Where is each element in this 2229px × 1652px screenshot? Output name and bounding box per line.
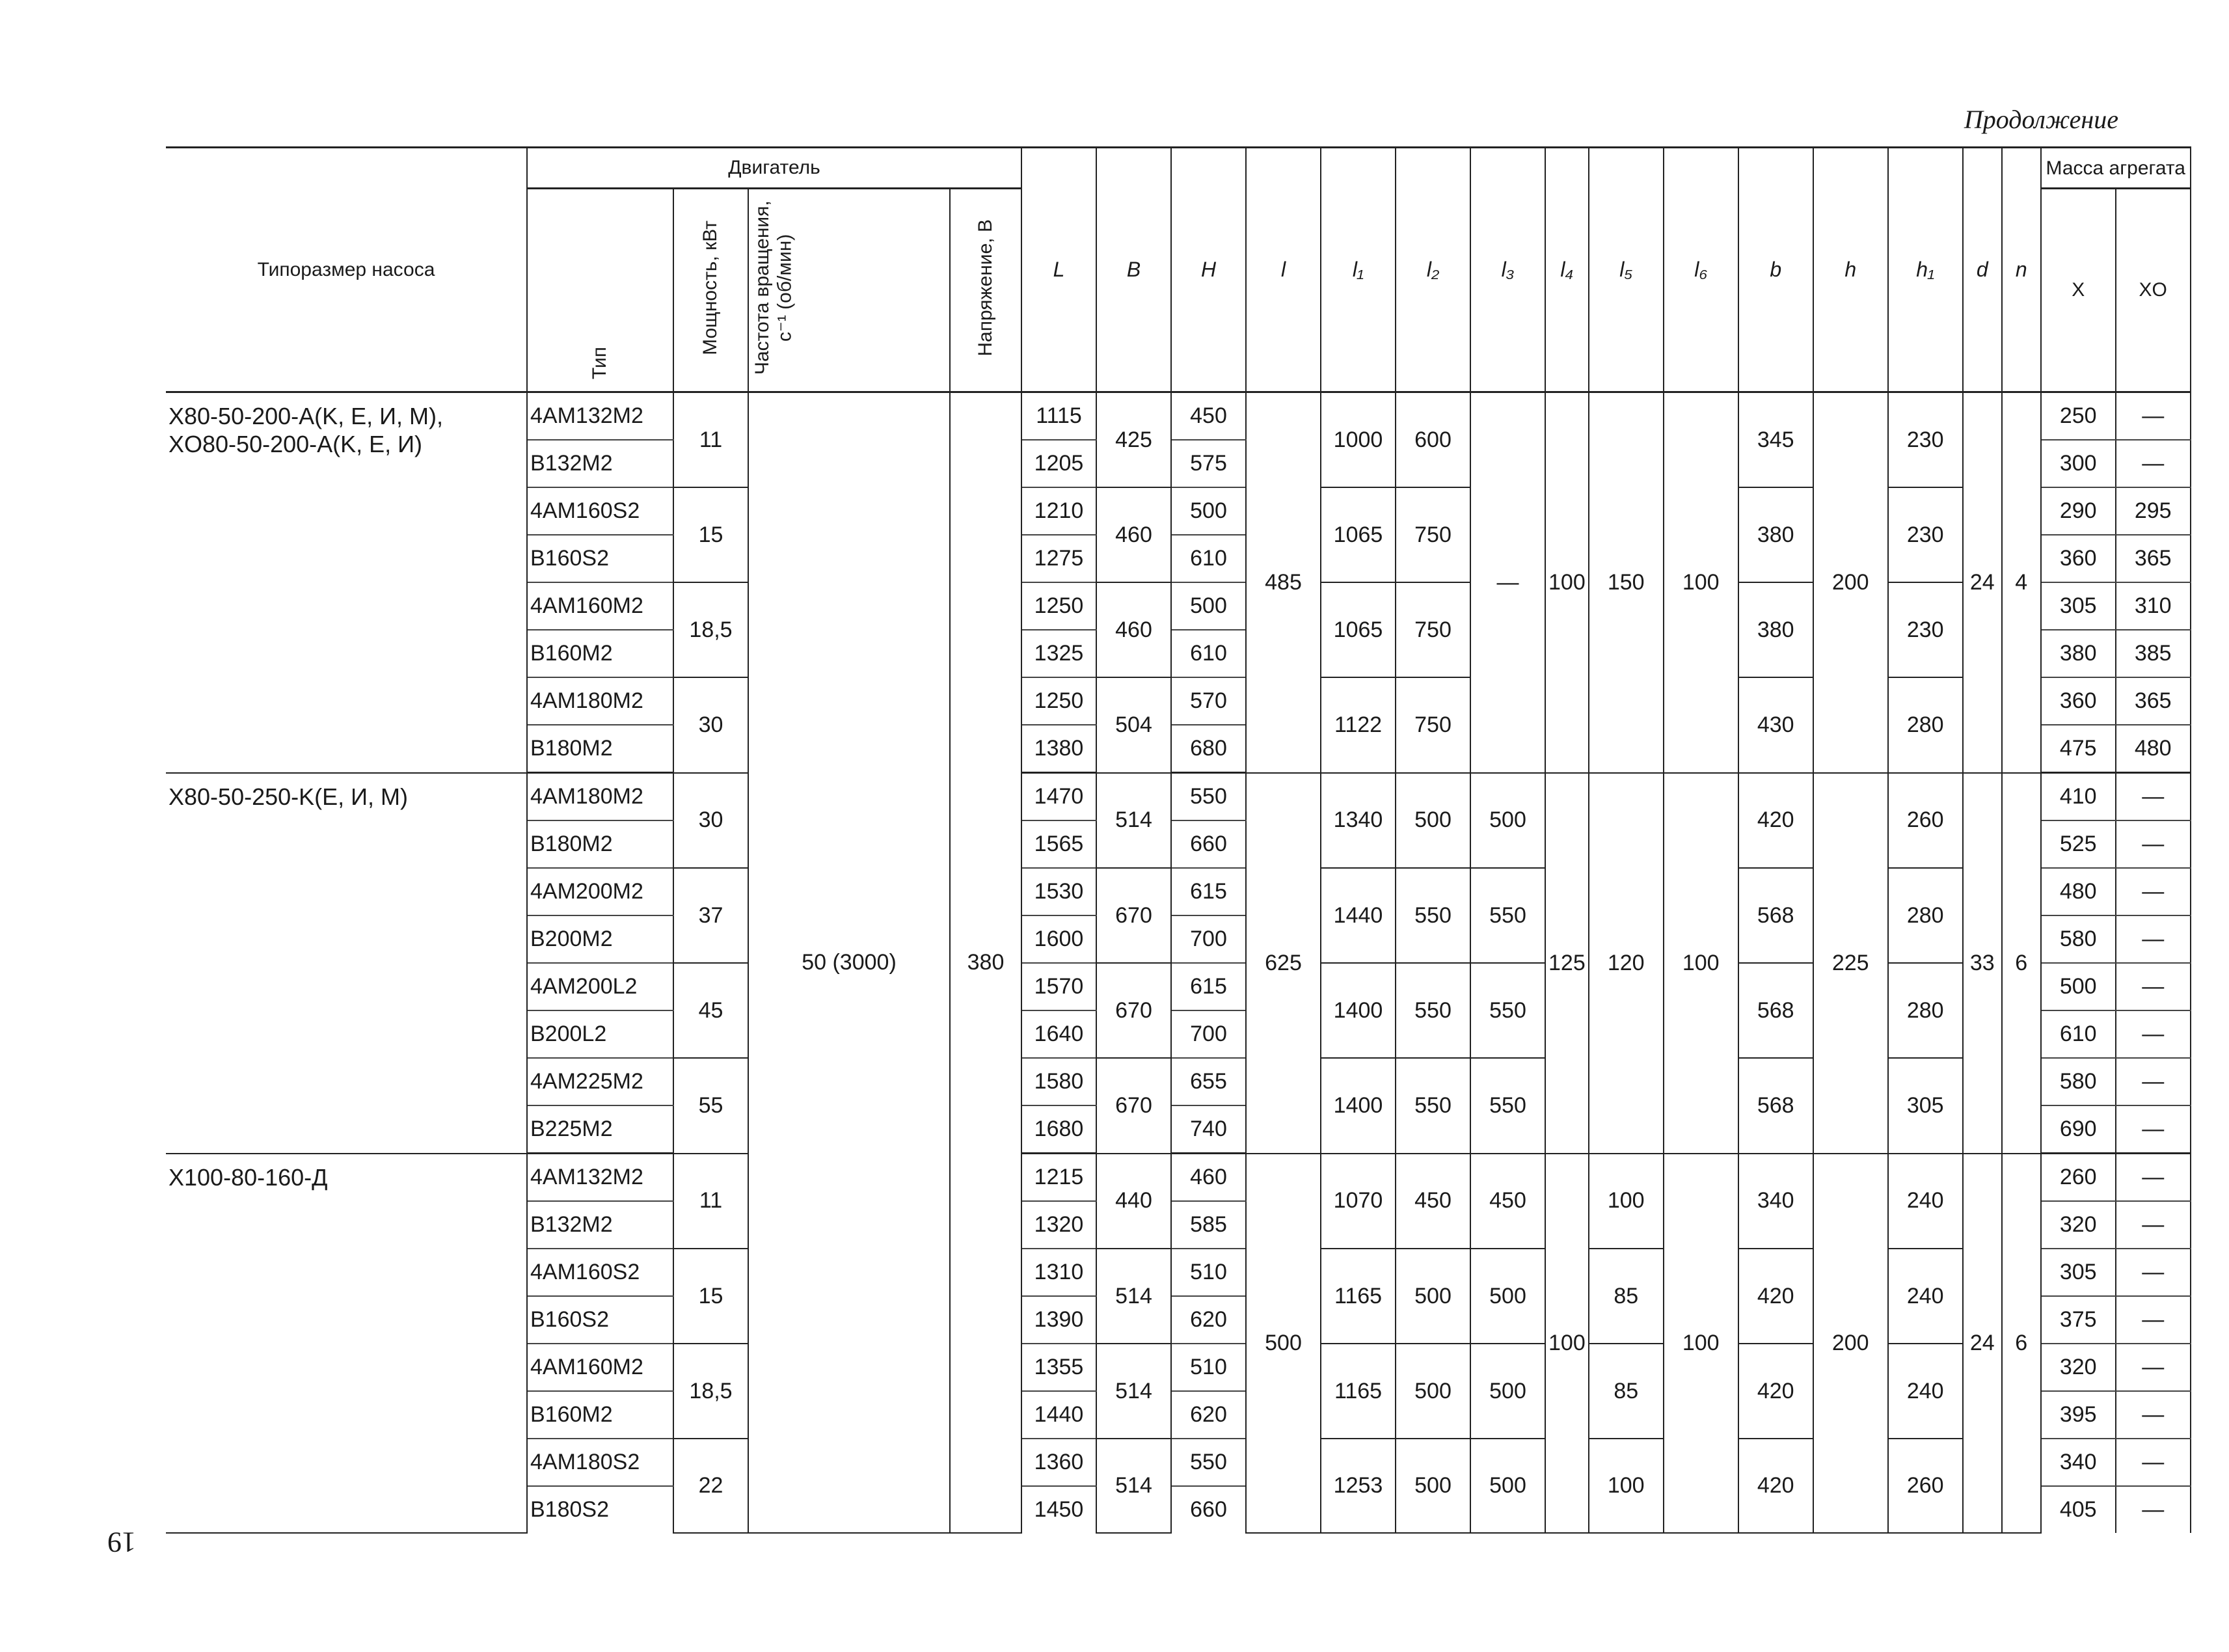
table-row: [166, 392, 2191, 440]
dim-l3-cell: 500: [1470, 1439, 1545, 1533]
mass-xo-cell: 310: [2116, 582, 2191, 630]
dim-L-cell: 1210: [1021, 487, 1096, 535]
mass-xo-cell: —: [2116, 1344, 2191, 1391]
dim-H-cell: 680: [1171, 725, 1246, 773]
mass-x-cell: 360: [2041, 535, 2116, 582]
dim-l4-cell: 100: [1545, 392, 1589, 773]
motor-power-cell: 37: [673, 868, 748, 963]
table-row: [166, 773, 2191, 821]
header-mass-xo: XO: [2116, 189, 2191, 392]
dim-L-cell: 1320: [1021, 1201, 1096, 1249]
mass-xo-cell: —: [2116, 1391, 2191, 1439]
dim-B-cell: 504: [1096, 677, 1171, 773]
dim-H-cell: 620: [1171, 1296, 1246, 1344]
mass-xo-cell: —: [2116, 1010, 2191, 1058]
dim-b-cell: 420: [1738, 1344, 1813, 1439]
dim-l1-cell: 1340: [1321, 773, 1396, 869]
mass-x-cell: 410: [2041, 773, 2116, 821]
dim-B-cell: 425: [1096, 392, 1171, 488]
mass-x-cell: 300: [2041, 440, 2116, 487]
motor-type-cell: 4AM160S2: [527, 487, 673, 535]
dim-B-cell: 440: [1096, 1154, 1171, 1249]
dim-L-cell: 1580: [1021, 1058, 1096, 1105]
header-dim-h1: h₁: [1888, 148, 1963, 392]
mass-x-cell: 340: [2041, 1439, 2116, 1486]
mass-xo-cell: 295: [2116, 487, 2191, 535]
motor-type-cell: B160S2: [527, 1296, 673, 1344]
dim-h1-cell: 280: [1888, 677, 1963, 773]
header-dim-l3: l₃: [1470, 148, 1545, 392]
dim-L-cell: 1205: [1021, 440, 1096, 487]
dim-l5-cell: 150: [1589, 392, 1664, 773]
dim-d-cell: 33: [1963, 773, 2002, 1154]
dim-l1-cell: 1440: [1321, 868, 1396, 963]
dim-L-cell: 1680: [1021, 1105, 1096, 1154]
dim-L-cell: 1600: [1021, 915, 1096, 963]
dim-l-cell: 500: [1246, 1154, 1321, 1534]
dim-n-cell: 6: [2002, 773, 2041, 1154]
dim-h1-cell: 230: [1888, 392, 1963, 488]
mass-xo-cell: 365: [2116, 535, 2191, 582]
mass-x-cell: 360: [2041, 677, 2116, 725]
motor-type-cell: B180M2: [527, 725, 673, 773]
motor-type-cell: B200M2: [527, 915, 673, 963]
dim-l6-cell: 100: [1664, 773, 1738, 1154]
mass-x-cell: 475: [2041, 725, 2116, 773]
motor-type-cell: 4AM160S2: [527, 1249, 673, 1296]
dim-H-cell: 460: [1171, 1154, 1246, 1202]
dim-L-cell: 1380: [1021, 725, 1096, 773]
dim-h1-cell: 280: [1888, 868, 1963, 963]
dim-B-cell: 670: [1096, 868, 1171, 963]
motor-type-cell: B225M2: [527, 1105, 673, 1154]
dim-L-cell: 1115: [1021, 392, 1096, 440]
dim-b-cell: 380: [1738, 582, 1813, 677]
mass-x-cell: 375: [2041, 1296, 2116, 1344]
mass-x-cell: 580: [2041, 1058, 2116, 1105]
dim-B-cell: 514: [1096, 1249, 1171, 1344]
motor-type-cell: 4AM180M2: [527, 677, 673, 725]
dim-n-cell: 6: [2002, 1154, 2041, 1534]
dim-h1-cell: 260: [1888, 773, 1963, 869]
dim-H-cell: 620: [1171, 1391, 1246, 1439]
dim-l5-cell: 85: [1589, 1249, 1664, 1344]
dim-l2-cell: 550: [1396, 1058, 1470, 1154]
dim-l1-cell: 1070: [1321, 1154, 1396, 1249]
mass-x-cell: 525: [2041, 820, 2116, 868]
header-dim-l1: l₁: [1321, 148, 1396, 392]
dim-l3-cell: 550: [1470, 963, 1545, 1058]
mass-xo-cell: —: [2116, 1249, 2191, 1296]
header-dim-l6: l₆: [1664, 148, 1738, 392]
dim-l6-cell: 100: [1664, 1154, 1738, 1534]
mass-x-cell: 405: [2041, 1486, 2116, 1533]
dim-l3-cell: 450: [1470, 1154, 1545, 1249]
dim-L-cell: 1355: [1021, 1344, 1096, 1391]
motor-type-cell: B160M2: [527, 630, 673, 677]
dim-L-cell: 1275: [1021, 535, 1096, 582]
dim-d-cell: 24: [1963, 1154, 2002, 1534]
mass-xo-cell: —: [2116, 440, 2191, 487]
header-dim-H: H: [1171, 148, 1246, 392]
header-dim-l4: l₄: [1545, 148, 1589, 392]
dim-L-cell: 1440: [1021, 1391, 1096, 1439]
dim-L-cell: 1390: [1021, 1296, 1096, 1344]
dim-b-cell: 568: [1738, 1058, 1813, 1154]
dim-l4-cell: 125: [1545, 773, 1589, 1154]
dim-n-cell: 4: [2002, 392, 2041, 773]
motor-type-cell: 4AM132M2: [527, 1154, 673, 1202]
motor-power-cell: 55: [673, 1058, 748, 1154]
header-motor-speed: Частота вращения, с⁻¹ (об/мин): [748, 189, 950, 392]
motor-type-cell: B180S2: [527, 1486, 673, 1533]
header-motor-type: Тип: [527, 189, 673, 392]
dim-L-cell: 1325: [1021, 630, 1096, 677]
motor-type-cell: B132M2: [527, 440, 673, 487]
dim-h1-cell: 240: [1888, 1249, 1963, 1344]
dim-l1-cell: 1065: [1321, 487, 1396, 582]
dim-l3-cell: 500: [1470, 1249, 1545, 1344]
dim-L-cell: 1450: [1021, 1486, 1096, 1533]
dim-l2-cell: 750: [1396, 677, 1470, 773]
page-number: 19: [107, 1526, 136, 1558]
mass-xo-cell: —: [2116, 820, 2191, 868]
dim-l6-cell: 100: [1664, 392, 1738, 773]
dim-l2-cell: 500: [1396, 1439, 1470, 1533]
dim-d-cell: 24: [1963, 392, 2002, 773]
dim-H-cell: 660: [1171, 1486, 1246, 1533]
header-motor-voltage: Напряжение, В: [950, 189, 1021, 392]
motor-type-cell: 4AM180S2: [527, 1439, 673, 1486]
dim-L-cell: 1530: [1021, 868, 1096, 915]
motor-power-cell: 11: [673, 392, 748, 488]
header-motor-power: Мощность, кВт: [673, 189, 748, 392]
motor-power-cell: 30: [673, 677, 748, 773]
dim-l2-cell: 550: [1396, 868, 1470, 963]
pump-type-cell: X100-80-160-Д: [166, 1154, 527, 1534]
dim-L-cell: 1215: [1021, 1154, 1096, 1202]
dim-H-cell: 700: [1171, 1010, 1246, 1058]
mass-xo-cell: —: [2116, 868, 2191, 915]
mass-x-cell: 610: [2041, 1010, 2116, 1058]
header-pump-type: Типоразмер насоса: [166, 148, 527, 392]
dim-H-cell: 655: [1171, 1058, 1246, 1105]
dim-l3-cell: —: [1470, 392, 1545, 773]
dim-l1-cell: 1165: [1321, 1344, 1396, 1439]
dim-l3-cell: 550: [1470, 868, 1545, 963]
dim-H-cell: 500: [1171, 487, 1246, 535]
dim-H-cell: 510: [1171, 1344, 1246, 1391]
mass-xo-cell: —: [2116, 1486, 2191, 1533]
dim-l1-cell: 1165: [1321, 1249, 1396, 1344]
motor-type-cell: 4AM180M2: [527, 773, 673, 821]
dim-H-cell: 550: [1171, 1439, 1246, 1486]
dim-b-cell: 420: [1738, 1439, 1813, 1533]
pump-type-cell: X80-50-250-K(E, И, M): [166, 773, 527, 1154]
mass-x-cell: 320: [2041, 1201, 2116, 1249]
motor-type-cell: 4AM200L2: [527, 963, 673, 1010]
mass-x-cell: 320: [2041, 1344, 2116, 1391]
dim-l2-cell: 750: [1396, 487, 1470, 582]
mass-x-cell: 290: [2041, 487, 2116, 535]
mass-xo-cell: 385: [2116, 630, 2191, 677]
dim-H-cell: 575: [1171, 440, 1246, 487]
motor-power-cell: 22: [673, 1439, 748, 1533]
dim-l2-cell: 450: [1396, 1154, 1470, 1249]
mass-xo-cell: —: [2116, 1058, 2191, 1105]
dim-l2-cell: 500: [1396, 1344, 1470, 1439]
motor-type-cell: 4AM160M2: [527, 582, 673, 630]
motor-type-cell: 4AM132M2: [527, 392, 673, 440]
dim-b-cell: 345: [1738, 392, 1813, 488]
motor-power-cell: 30: [673, 773, 748, 869]
header-dim-b: b: [1738, 148, 1813, 392]
mass-xo-cell: —: [2116, 392, 2191, 440]
dim-l2-cell: 750: [1396, 582, 1470, 677]
dim-b-cell: 420: [1738, 773, 1813, 869]
dim-b-cell: 380: [1738, 487, 1813, 582]
motor-type-cell: B160M2: [527, 1391, 673, 1439]
motor-power-cell: 15: [673, 1249, 748, 1344]
dim-h1-cell: 260: [1888, 1439, 1963, 1533]
mass-x-cell: 690: [2041, 1105, 2116, 1154]
motor-power-cell: 18,5: [673, 582, 748, 677]
dim-l3-cell: 500: [1470, 773, 1545, 869]
dim-L-cell: 1310: [1021, 1249, 1096, 1296]
dim-L-cell: 1565: [1021, 820, 1096, 868]
mass-x-cell: 305: [2041, 1249, 2116, 1296]
dim-B-cell: 514: [1096, 1439, 1171, 1533]
dim-l1-cell: 1253: [1321, 1439, 1396, 1533]
motor-speed-cell: 50 (3000): [748, 392, 950, 1534]
header-dim-B: B: [1096, 148, 1171, 392]
dim-B-cell: 460: [1096, 487, 1171, 582]
dim-L-cell: 1570: [1021, 963, 1096, 1010]
motor-type-cell: B200L2: [527, 1010, 673, 1058]
dim-l2-cell: 550: [1396, 963, 1470, 1058]
dim-l1-cell: 1400: [1321, 963, 1396, 1058]
mass-x-cell: 580: [2041, 915, 2116, 963]
dim-b-cell: 340: [1738, 1154, 1813, 1249]
pump-spec-table: [166, 146, 2191, 1534]
dim-l1-cell: 1000: [1321, 392, 1396, 488]
mass-x-cell: 395: [2041, 1391, 2116, 1439]
dim-b-cell: 568: [1738, 963, 1813, 1058]
motor-power-cell: 45: [673, 963, 748, 1058]
dim-H-cell: 510: [1171, 1249, 1246, 1296]
motor-type-cell: B132M2: [527, 1201, 673, 1249]
dim-l5-cell: 100: [1589, 1154, 1664, 1249]
dim-H-cell: 615: [1171, 963, 1246, 1010]
mass-x-cell: 500: [2041, 963, 2116, 1010]
mass-xo-cell: —: [2116, 1105, 2191, 1154]
dim-l1-cell: 1065: [1321, 582, 1396, 677]
dim-l2-cell: 500: [1396, 773, 1470, 869]
header-mass: Масса агрегата: [2041, 148, 2191, 189]
dim-H-cell: 550: [1171, 773, 1246, 821]
dim-l2-cell: 500: [1396, 1249, 1470, 1344]
dim-H-cell: 585: [1171, 1201, 1246, 1249]
dim-h1-cell: 230: [1888, 582, 1963, 677]
motor-power-cell: 15: [673, 487, 748, 582]
dim-L-cell: 1640: [1021, 1010, 1096, 1058]
motor-type-cell: 4AM225M2: [527, 1058, 673, 1105]
header-dim-h: h: [1813, 148, 1888, 392]
dim-H-cell: 615: [1171, 868, 1246, 915]
dim-l-cell: 625: [1246, 773, 1321, 1154]
mass-xo-cell: 480: [2116, 725, 2191, 773]
header-dim-l2: l₂: [1396, 148, 1470, 392]
motor-power-cell: 18,5: [673, 1344, 748, 1439]
dim-B-cell: 670: [1096, 963, 1171, 1058]
dim-H-cell: 740: [1171, 1105, 1246, 1154]
table-row: [166, 1154, 2191, 1202]
dim-l4-cell: 100: [1545, 1154, 1589, 1534]
mass-x-cell: 380: [2041, 630, 2116, 677]
mass-xo-cell: —: [2116, 915, 2191, 963]
mass-xo-cell: —: [2116, 963, 2191, 1010]
mass-xo-cell: 365: [2116, 677, 2191, 725]
pump-type-cell: X80-50-200-A(K, E, И, M), XO80-50-200-A(K, E, И): [166, 392, 527, 773]
motor-voltage-cell: 380: [950, 392, 1021, 1534]
dim-l5-cell: 85: [1589, 1344, 1664, 1439]
motor-power-cell: 11: [673, 1154, 748, 1249]
dim-L-cell: 1470: [1021, 773, 1096, 821]
dim-B-cell: 460: [1096, 582, 1171, 677]
dim-h1-cell: 240: [1888, 1154, 1963, 1249]
header-mass-x: X: [2041, 189, 2116, 392]
motor-type-cell: 4AM200M2: [527, 868, 673, 915]
dim-h-cell: 225: [1813, 773, 1888, 1154]
dim-B-cell: 514: [1096, 773, 1171, 869]
dim-b-cell: 430: [1738, 677, 1813, 773]
dim-l1-cell: 1400: [1321, 1058, 1396, 1154]
dim-B-cell: 670: [1096, 1058, 1171, 1154]
dim-l1-cell: 1122: [1321, 677, 1396, 773]
mass-x-cell: 305: [2041, 582, 2116, 630]
mass-x-cell: 250: [2041, 392, 2116, 440]
dim-l-cell: 485: [1246, 392, 1321, 773]
dim-h1-cell: 280: [1888, 963, 1963, 1058]
motor-type-cell: 4AM160M2: [527, 1344, 673, 1391]
dim-h-cell: 200: [1813, 392, 1888, 773]
continued-label: Продолжение: [1964, 105, 2118, 134]
header-dim-l5: l₅: [1589, 148, 1664, 392]
dim-l3-cell: 500: [1470, 1344, 1545, 1439]
dim-h1-cell: 240: [1888, 1344, 1963, 1439]
mass-x-cell: 260: [2041, 1154, 2116, 1202]
header-dim-L: L: [1021, 148, 1096, 392]
header-motor: Двигатель: [527, 148, 1021, 189]
dim-H-cell: 660: [1171, 820, 1246, 868]
motor-type-cell: B180M2: [527, 820, 673, 868]
dim-h-cell: 200: [1813, 1154, 1888, 1534]
dim-H-cell: 450: [1171, 392, 1246, 440]
dim-l5-cell: 100: [1589, 1439, 1664, 1533]
dim-L-cell: 1250: [1021, 582, 1096, 630]
mass-xo-cell: —: [2116, 773, 2191, 821]
mass-xo-cell: —: [2116, 1154, 2191, 1202]
dim-L-cell: 1360: [1021, 1439, 1096, 1486]
dim-l5-cell: 120: [1589, 773, 1664, 1154]
mass-xo-cell: —: [2116, 1439, 2191, 1486]
mass-x-cell: 480: [2041, 868, 2116, 915]
header-dim-d: d: [1963, 148, 2002, 392]
dim-b-cell: 420: [1738, 1249, 1813, 1344]
spec-table-body: [166, 392, 2191, 1534]
dim-H-cell: 700: [1171, 915, 1246, 963]
dim-l3-cell: 550: [1470, 1058, 1545, 1154]
dim-H-cell: 610: [1171, 630, 1246, 677]
dim-H-cell: 570: [1171, 677, 1246, 725]
dim-b-cell: 568: [1738, 868, 1813, 963]
mass-xo-cell: —: [2116, 1201, 2191, 1249]
mass-xo-cell: —: [2116, 1296, 2191, 1344]
dim-B-cell: 514: [1096, 1344, 1171, 1439]
dim-h1-cell: 305: [1888, 1058, 1963, 1154]
dim-L-cell: 1250: [1021, 677, 1096, 725]
header-dim-l: l: [1246, 148, 1321, 392]
dim-H-cell: 610: [1171, 535, 1246, 582]
dim-h1-cell: 230: [1888, 487, 1963, 582]
dim-H-cell: 500: [1171, 582, 1246, 630]
motor-type-cell: B160S2: [527, 535, 673, 582]
dim-l2-cell: 600: [1396, 392, 1470, 488]
header-dim-n: n: [2002, 148, 2041, 392]
